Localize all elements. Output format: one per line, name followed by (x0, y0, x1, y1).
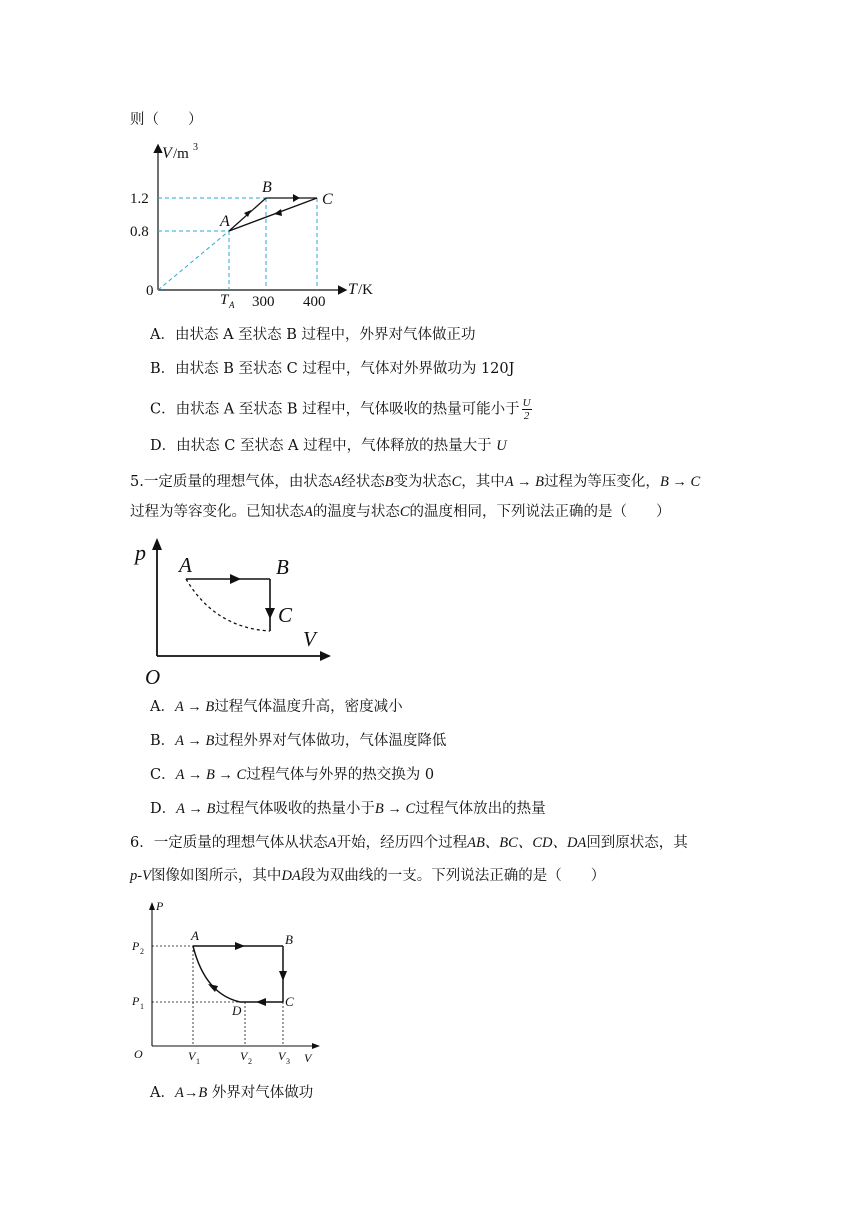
svg-text:3: 3 (193, 142, 198, 153)
svg-text:O: O (145, 665, 161, 689)
q4-option-a: A．由状态 A 至状态 B 过程中，外界对气体做正功 (150, 327, 476, 343)
svg-text:3: 3 (286, 1057, 290, 1066)
svg-text:P: P (156, 899, 164, 913)
svg-text:A: A (229, 300, 235, 310)
svg-text:B: B (262, 179, 272, 196)
svg-text:V: V (162, 145, 172, 162)
svg-text:1: 1 (140, 1002, 144, 1011)
q5-stem-line1: 5.一定质量的理想气体，由状态A经状态B变为状态C，其中A → B过程为等压变化，B → C (130, 474, 701, 490)
q4-process-ca (229, 198, 317, 231)
q4-vt-graph (130, 138, 380, 313)
q4-stem-tail: 则（ ） (130, 112, 203, 128)
q4-option-c: C．由状态 A 至状态 B 过程中，气体吸收的热量可能小于 $\frac{U}{2}$ (150, 397, 531, 422)
svg-text:B: B (276, 555, 289, 579)
svg-text:1: 1 (196, 1057, 200, 1066)
svg-text:2: 2 (248, 1057, 252, 1066)
q6-stem-line1: 6．一定质量的理想气体从状态A开始，经历四个过程AB、BC、CD、DA回到原状态，其 (130, 835, 688, 851)
svg-text:C: C (322, 191, 333, 208)
q6-option-a: A．A→B 外界对气体做功 (150, 1085, 314, 1101)
q6-pv-graph (130, 898, 330, 1068)
svg-text:P: P (132, 939, 140, 953)
q4-option-d: D．由状态 C 至状态 A 过程中，气体释放的热量大于 U (150, 438, 507, 454)
svg-text:400: 400 (303, 294, 326, 310)
q5-pv-graph (135, 538, 345, 688)
svg-text:P: P (132, 994, 140, 1008)
q6-process-da (193, 946, 240, 1002)
svg-text:/K: /K (358, 282, 373, 298)
q5-option-d: D．A → B过程气体吸收的热量小于B → C过程气体放出的热量 (150, 801, 546, 817)
svg-text:p: p (135, 540, 146, 565)
svg-text:/m: /m (173, 146, 189, 162)
svg-text:T: T (348, 281, 357, 298)
svg-text:D: D (232, 1003, 242, 1018)
q5-stem-line2: 过程为等容变化。已知状态A的温度与状态C的温度相同，下列说法正确的是（ ） (130, 504, 671, 520)
q5-option-a: A．A → B过程气体温度升高，密度减小 (150, 699, 403, 715)
svg-text:A: A (220, 213, 230, 230)
svg-text:A: A (179, 553, 192, 577)
svg-text:A: A (191, 928, 199, 943)
svg-text:0: 0 (146, 283, 154, 299)
svg-text:B: B (285, 932, 293, 947)
svg-text:T: T (220, 292, 229, 308)
svg-text:V: V (240, 1049, 248, 1063)
svg-text:V: V (188, 1049, 196, 1063)
svg-text:2: 2 (140, 947, 144, 956)
svg-text:V: V (304, 1051, 312, 1065)
svg-text:C: C (278, 603, 293, 627)
svg-text:300: 300 (252, 294, 275, 310)
svg-text:O: O (134, 1047, 143, 1061)
q6-stem-line2: p-V图像如图所示，其中DA段为双曲线的一支。下列说法正确的是（ ） (130, 868, 606, 884)
svg-text:V: V (278, 1049, 286, 1063)
q5-option-b: B．A → B过程外界对气体做功，气体温度降低 (150, 733, 447, 749)
q5-option-c: C．A → B → C过程气体与外界的热交换为 0 (150, 767, 435, 783)
svg-text:1.2: 1.2 (130, 191, 149, 207)
q4-option-b: B．由状态 B 至状态 C 过程中，气体对外界做功为 120J (150, 361, 515, 377)
svg-text:C: C (285, 994, 294, 1009)
q5-isotherm (186, 579, 270, 631)
svg-text:0.8: 0.8 (130, 224, 149, 240)
svg-text:V: V (303, 627, 316, 651)
